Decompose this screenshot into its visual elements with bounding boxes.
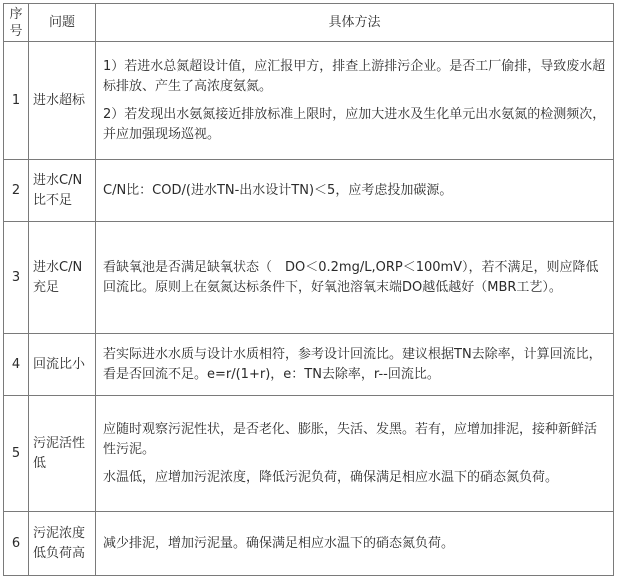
row-problem: 进水超标: [29, 42, 96, 160]
row-method: [96, 396, 614, 512]
table-row: [4, 222, 614, 334]
table-header-row: [4, 4, 614, 42]
method-paragraph: 若实际进水水质与设计水质相符，参考设计回流比。建议根据TN去除率，计算回流比，看是否回流不足。e=r/(1+r)，e：TN去除率，r--回流比。: [103, 346, 602, 382]
row-method: [96, 334, 614, 396]
row-no: 5: [4, 396, 29, 512]
row-no: 1: [4, 42, 29, 160]
row-method: [96, 160, 614, 222]
row-problem: 进水C/N比不足: [29, 160, 96, 222]
row-problem: 进水C/N充足: [29, 222, 96, 334]
table-row: [4, 42, 614, 160]
table-row: [4, 512, 614, 576]
row-no: 3: [4, 222, 29, 334]
row-method: [96, 512, 614, 576]
row-method: [96, 42, 614, 160]
method-paragraph: 减少排泥，增加污泥量。确保满足相应水温下的硝态氮负荷。: [103, 535, 455, 551]
row-no: 6: [4, 512, 29, 576]
method-paragraph: C/N比：COD/(进水TN-出水设计TN)＜5，应考虑投加碳源。: [103, 182, 453, 198]
header-no-line1: 序: [9, 6, 23, 22]
table-row: [4, 160, 614, 222]
method-paragraph: 应随时观察污泥性状，是否老化、膨胀，失活、发黑。若有，应增加排泥，接种新鲜活性污泥。: [103, 421, 598, 457]
row-no: 2: [4, 160, 29, 222]
row-no: 4: [4, 334, 29, 396]
header-no: [4, 4, 29, 42]
header-no-line2: 号: [9, 23, 23, 39]
table-row: [4, 334, 614, 396]
row-problem: 污泥浓度低负荷高: [29, 512, 96, 576]
header-problem: 问题: [29, 4, 96, 42]
row-problem: 回流比小: [29, 334, 96, 396]
method-paragraph: 1）若进水总氮超设计值，应汇报甲方，排查上游排污企业。是否工厂偷排，导致废水超标排放、产生了高浓度氨氮。: [103, 58, 606, 94]
row-method: [96, 222, 614, 334]
table-row: [4, 396, 614, 512]
row-problem: 污泥活性低: [29, 396, 96, 512]
method-paragraph: 看缺氧池是否满足缺氧状态（ DO＜0.2mg/L,ORP＜100mV），若不满足，则应降低回流比。原则上在氨氮达标条件下，好氧池溶氧末端DO越低越好（MBR工艺）。: [103, 259, 599, 295]
methods-table: [3, 3, 614, 576]
header-method: 具体方法: [96, 4, 614, 42]
method-paragraph: 水温低，应增加污泥浓度，降低污泥负荷，确保满足相应水温下的硝态氮负荷。: [103, 469, 559, 485]
method-paragraph: 2）若发现出水氨氮接近排放标准上限时，应加大进水及生化单元出水氨氮的检测频次，并应加强现场巡视。: [103, 106, 606, 142]
